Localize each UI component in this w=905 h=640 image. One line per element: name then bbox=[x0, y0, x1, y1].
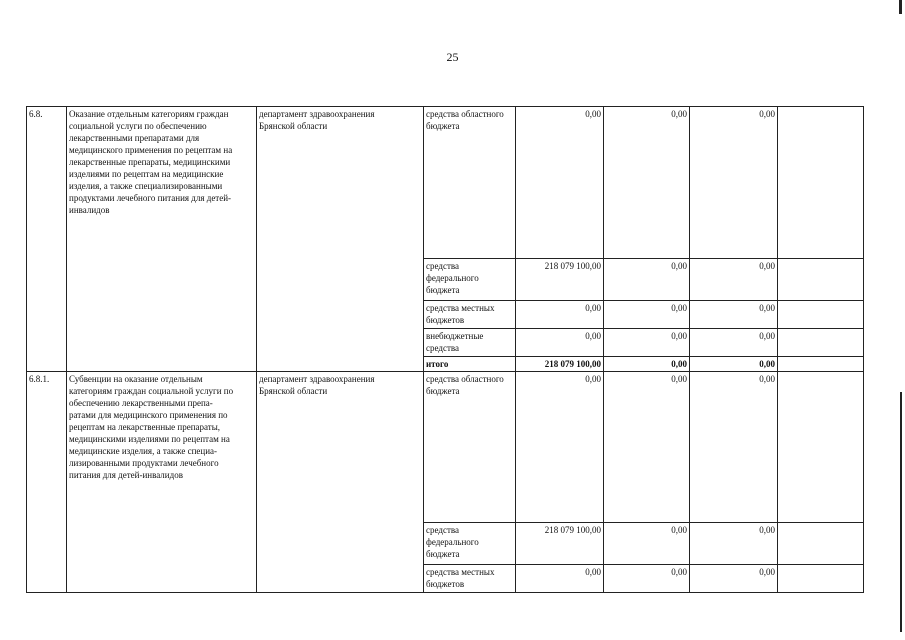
executor-name: департамент здравоохранения Брянской области bbox=[257, 107, 424, 372]
amount-cell: 0,00 bbox=[604, 259, 690, 301]
empty-cell bbox=[778, 329, 864, 357]
funding-source-label: средства местных бюджетов bbox=[424, 301, 516, 329]
scan-edge-mark bbox=[899, 0, 902, 14]
amount-cell: 0,00 bbox=[690, 259, 778, 301]
amount-cell: 0,00 bbox=[690, 301, 778, 329]
amount-cell: 0,00 bbox=[690, 523, 778, 565]
empty-cell bbox=[778, 107, 864, 259]
empty-cell bbox=[778, 301, 864, 329]
row-number: 6.8. bbox=[27, 107, 67, 372]
total-amount: 218 079 100,00 bbox=[516, 357, 604, 372]
amount-cell: 0,00 bbox=[604, 372, 690, 523]
funding-source-label: средства областного бюджета bbox=[424, 372, 516, 523]
amount-cell: 0,00 bbox=[690, 372, 778, 523]
total-label: итого bbox=[424, 357, 516, 372]
page-number: 25 bbox=[446, 50, 459, 64]
total-amount: 0,00 bbox=[690, 357, 778, 372]
row-number: 6.8.1. bbox=[27, 372, 67, 593]
amount-cell: 0,00 bbox=[604, 565, 690, 593]
program-table bbox=[26, 106, 864, 593]
amount-cell: 0,00 bbox=[690, 329, 778, 357]
amount-cell: 0,00 bbox=[516, 329, 604, 357]
amount-cell: 0,00 bbox=[516, 372, 604, 523]
amount-cell: 0,00 bbox=[604, 329, 690, 357]
measure-name: Субвенции на оказание отдельным категориям граждан социальной услуги по обеспечению лекарственными препа- ратами для медицинского применения по рецептам на лекарственные препараты, медицинскими изделиями по рецептам на медицинские изделия, а также специа- лизированными продуктами лечебного питания для детей-инвалидов bbox=[67, 372, 257, 593]
scan-edge-line bbox=[900, 392, 902, 632]
funding-source-label: внебюджетные средства bbox=[424, 329, 516, 357]
amount-cell: 218 079 100,00 bbox=[516, 259, 604, 301]
amount-cell: 0,00 bbox=[516, 107, 604, 259]
amount-cell: 0,00 bbox=[516, 301, 604, 329]
amount-cell: 0,00 bbox=[604, 107, 690, 259]
total-amount: 0,00 bbox=[604, 357, 690, 372]
table-row bbox=[27, 107, 864, 259]
funding-source-label: средства местных бюджетов bbox=[424, 565, 516, 593]
table-row bbox=[27, 372, 864, 523]
executor-name: департамент здравоохранения Брянской области bbox=[257, 372, 424, 593]
amount-cell: 218 079 100,00 bbox=[516, 523, 604, 565]
empty-cell bbox=[778, 372, 864, 523]
amount-cell: 0,00 bbox=[690, 565, 778, 593]
amount-cell: 0,00 bbox=[604, 301, 690, 329]
empty-cell bbox=[778, 565, 864, 593]
amount-cell: 0,00 bbox=[690, 107, 778, 259]
amount-cell: 0,00 bbox=[516, 565, 604, 593]
empty-cell bbox=[778, 259, 864, 301]
empty-cell bbox=[778, 523, 864, 565]
funding-source-label: средства федерального бюджета bbox=[424, 259, 516, 301]
amount-cell: 0,00 bbox=[604, 523, 690, 565]
empty-cell bbox=[778, 357, 864, 372]
funding-source-label: средства федерального бюджета bbox=[424, 523, 516, 565]
measure-name: Оказание отдельным категориям граждан социальной услуги по обеспечению лекарственными препаратами для медицинского применения по рецептам на лекарственные препараты, медицинскими изделиями по рецептам на медицинские изделия, а также специализированными продуктами лечебного питания для детей- инвалидов bbox=[67, 107, 257, 372]
funding-source-label: средства областного бюджета bbox=[424, 107, 516, 259]
